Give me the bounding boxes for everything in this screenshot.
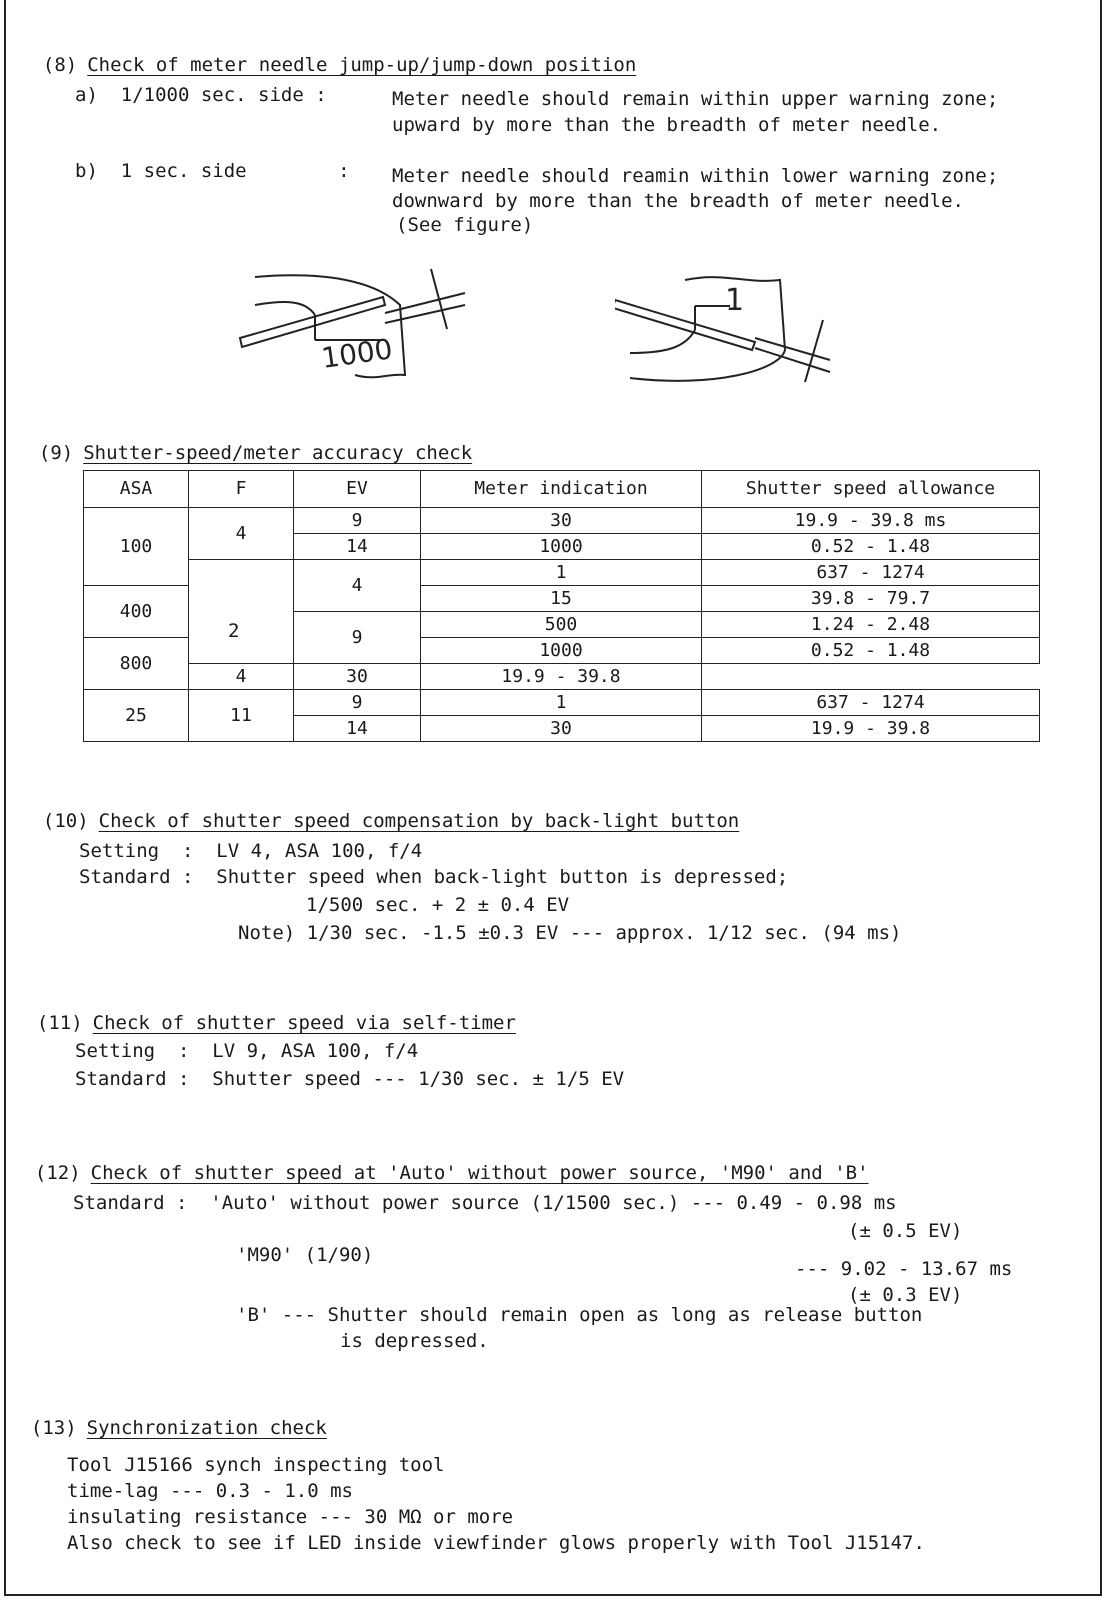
s12-line-6: 'B' --- Shutter should remain open as long as release button	[236, 1304, 923, 1326]
s12-line-3: 'M90' (1/90)	[236, 1244, 374, 1266]
header-f: F	[189, 471, 294, 508]
section-12-heading	[12, 1140, 869, 1184]
section-8-number: (8)	[42, 54, 78, 76]
item-b-label: b) 1 sec. side :	[75, 160, 350, 182]
s11-line-1: Setting : LV 9, ASA 100, f/4	[75, 1040, 419, 1062]
f-cell-empty	[189, 560, 294, 664]
table-row	[84, 508, 1040, 534]
asa-cell: 100	[84, 508, 189, 586]
section-13-title: Synchronization check	[86, 1417, 327, 1439]
header-asa: ASA	[84, 471, 189, 508]
section-11-heading	[14, 990, 516, 1034]
s13-line-2: time-lag --- 0.3 - 1.0 ms	[67, 1480, 353, 1502]
asa-cell: 25	[84, 690, 189, 742]
s13-line-3: insulating resistance --- 30 MΩ or more	[67, 1506, 514, 1528]
section-8-heading	[20, 32, 636, 76]
item-a-label: a) 1/1000 sec. side :	[75, 84, 327, 106]
section-11-number: (11)	[36, 1012, 83, 1034]
allowance-cell: 637 - 1274	[702, 560, 1040, 586]
header-meter: Meter indication	[421, 471, 702, 508]
meter-cell: 1	[421, 560, 702, 586]
ev-cell: 4	[189, 664, 294, 690]
section-8-title: Check of meter needle jump-up/jump-down position	[87, 54, 637, 76]
allowance-cell: 19.9 - 39.8	[421, 664, 702, 690]
needle-figure-1	[615, 270, 855, 395]
allowance-cell: 637 - 1274	[702, 690, 1040, 716]
s12-line-4: --- 9.02 - 13.67 ms	[795, 1258, 1013, 1280]
table-header-row	[84, 471, 1040, 508]
needle-figure-1000	[235, 265, 470, 400]
s10-line-3: 1/500 sec. + 2 ± 0.4 EV	[306, 894, 570, 916]
section-9-heading	[16, 420, 472, 464]
ev-cell: 9	[294, 612, 421, 664]
meter-cell: 1000	[421, 638, 702, 664]
meter-cell: 1000	[421, 534, 702, 560]
section-9-title: Shutter-speed/meter accuracy check	[83, 442, 473, 464]
s13-line-1: Tool J15166 synch inspecting tool	[67, 1454, 445, 1476]
allowance-cell: 0.52 - 1.48	[702, 534, 1040, 560]
table-row	[84, 560, 1040, 586]
asa-cell: 400	[84, 586, 189, 638]
s10-line-4: Note) 1/30 sec. -1.5 ±0.3 EV --- approx. 1/12 sec. (94 ms)	[238, 922, 902, 944]
table-row	[84, 690, 1040, 716]
label-1: 1	[725, 283, 745, 318]
section-13-heading	[8, 1395, 327, 1439]
section-13-number: (13)	[30, 1417, 77, 1439]
item-a-text-1: Meter needle should remain within upper warning zone;	[392, 88, 999, 110]
s12-line-2: (± 0.5 EV)	[848, 1220, 963, 1242]
meter-cell: 30	[421, 716, 702, 742]
section-12-title: Check of shutter speed at 'Auto' without power source, 'M90' and 'B'	[90, 1162, 869, 1184]
s11-line-2: Standard : Shutter speed --- 1/30 sec. ± 1/5 EV	[75, 1068, 625, 1090]
ev-cell: 14	[294, 534, 421, 560]
section-10-heading	[20, 788, 739, 832]
warning-zone-outline	[630, 277, 785, 381]
section-9-number: (9)	[38, 442, 74, 464]
s12-line-1: Standard : 'Auto' without power source (1/1500 sec.) --- 0.49 - 0.98 ms	[73, 1192, 897, 1214]
meter-cell: 500	[421, 612, 702, 638]
ev-cell: 4	[294, 560, 421, 612]
allowance-cell: 39.8 - 79.7	[702, 586, 1040, 612]
s12-line-7: is depressed.	[340, 1330, 489, 1352]
section-11-title: Check of shutter speed via self-timer	[92, 1012, 516, 1034]
item-b-text-2: downward by more than the breadth of meter needle.	[392, 190, 964, 212]
meter-cell: 15	[421, 586, 702, 612]
s10-line-2: Standard : Shutter speed when back-light button is depressed;	[79, 866, 789, 888]
meter-cell: 30	[294, 664, 421, 690]
ev-cell: 9	[294, 690, 421, 716]
table-row	[84, 664, 1040, 690]
section-12-number: (12)	[34, 1162, 81, 1184]
allowance-cell: 19.9 - 39.8 ms	[702, 508, 1040, 534]
label-1000: 1000	[319, 332, 395, 375]
f-cell: 4	[189, 508, 294, 560]
s10-line-1: Setting : LV 4, ASA 100, f/4	[79, 840, 423, 862]
accuracy-table	[83, 470, 1040, 742]
asa-cell: 800	[84, 638, 189, 690]
allowance-cell: 19.9 - 39.8	[702, 716, 1040, 742]
s13-line-4: Also check to see if LED inside viewfinder glows properly with Tool J15147.	[67, 1532, 925, 1554]
header-ev: EV	[294, 471, 421, 508]
meter-cell: 1	[421, 690, 702, 716]
header-allowance: Shutter speed allowance	[702, 471, 1040, 508]
section-10-title: Check of shutter speed compensation by back-light button	[98, 810, 740, 832]
item-b-text-1: Meter needle should reamin within lower warning zone;	[392, 165, 999, 187]
item-a-text-2: upward by more than the breadth of meter needle.	[392, 114, 942, 136]
f-cell-2: 2	[228, 620, 240, 642]
allowance-cell: 1.24 - 2.48	[702, 612, 1040, 638]
meter-cell: 30	[421, 508, 702, 534]
section-10-number: (10)	[42, 810, 89, 832]
item-b-text-3: (See figure)	[396, 214, 534, 236]
f-cell: 11	[189, 690, 294, 742]
allowance-cell: 0.52 - 1.48	[702, 638, 1040, 664]
s12-line-5: (± 0.3 EV)	[848, 1284, 963, 1306]
ev-cell: 14	[294, 716, 421, 742]
ev-cell: 9	[294, 508, 421, 534]
